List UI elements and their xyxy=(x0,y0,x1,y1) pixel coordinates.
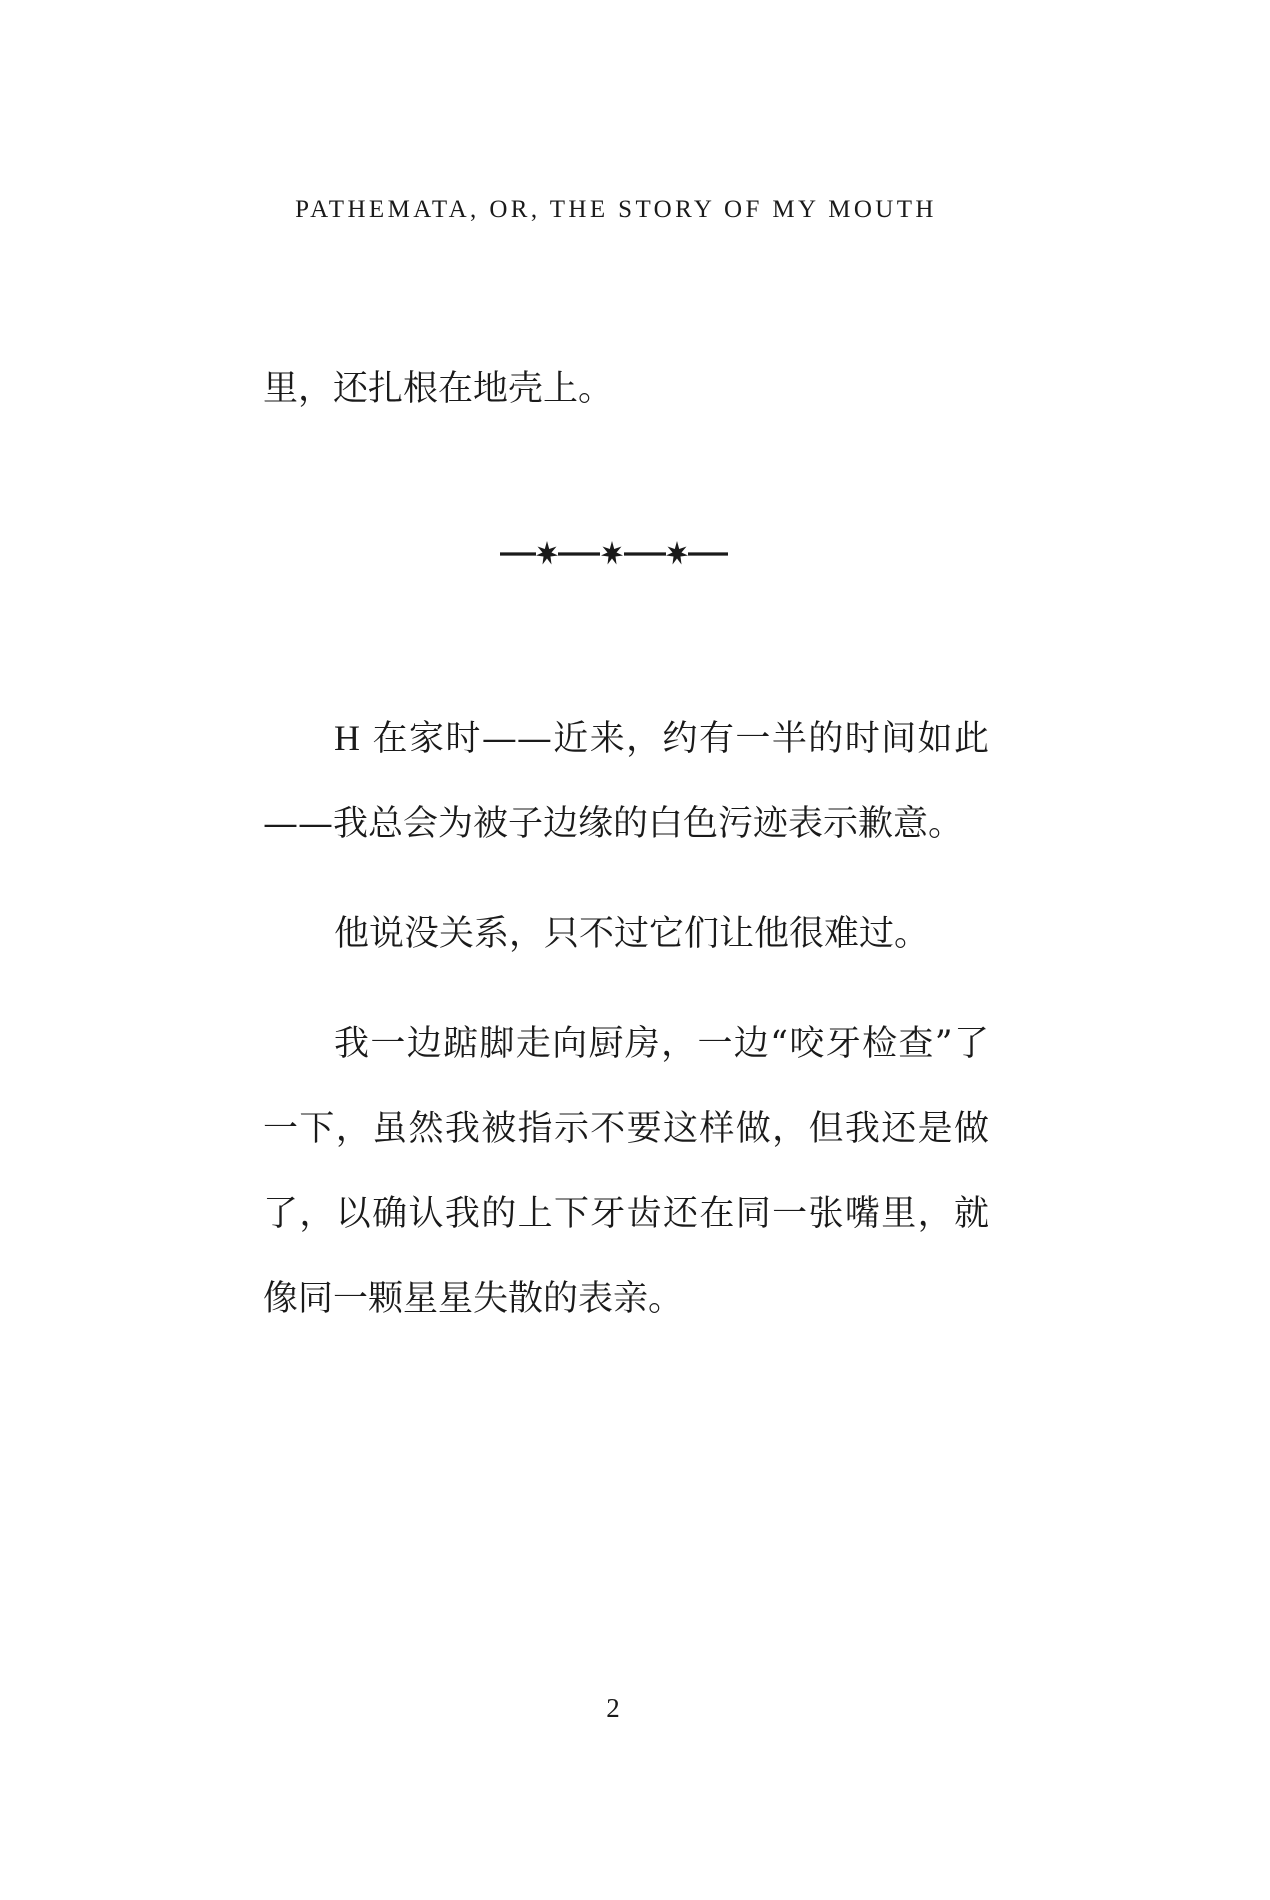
body-text xyxy=(263,696,989,1367)
three-star-ornament-icon xyxy=(500,536,746,572)
running-head-title: PATHEMATA, OR, THE STORY OF MY MOUTH xyxy=(295,196,937,223)
paragraph-1 xyxy=(263,696,989,867)
paragraph-1-text: 在家时——近来，约有一半的时间如此——我总会为被子边缘的白色污迹表示歉意。 xyxy=(263,719,989,844)
paragraph-2: 他说没关系，只不过它们让他很难过。 xyxy=(334,914,930,954)
paragraph-3: 我一边踮脚走向厨房，一边“咬牙检查”了一下，虽然我被指示不要这样做，但我还是做了，以确认我的上下牙齿还在同一张嘴里，就像同一颗星星失散的表亲。 xyxy=(263,1024,989,1319)
paragraph-1-lead: H xyxy=(334,718,360,758)
page-number: 2 xyxy=(606,1693,620,1723)
carry-over-line: 里，还扎根在地壳上。 xyxy=(263,369,614,409)
